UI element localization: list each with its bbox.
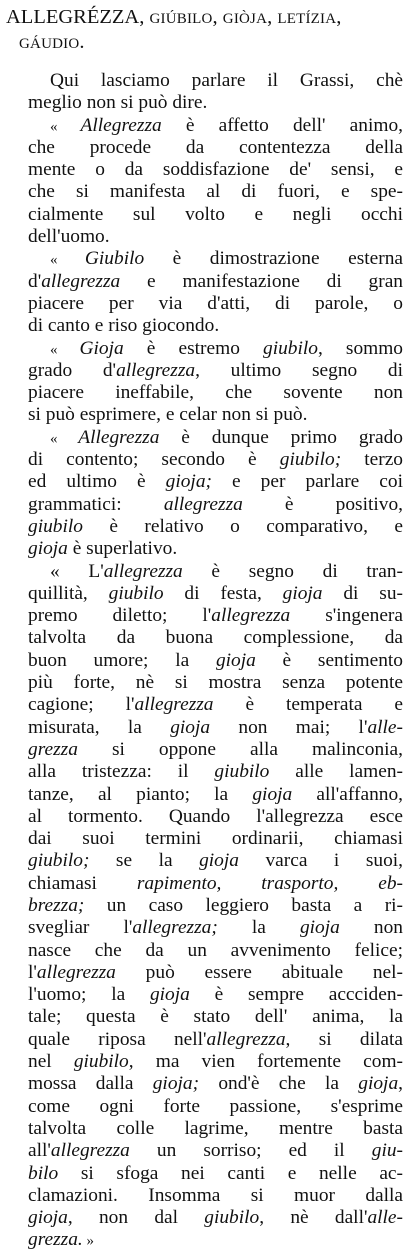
text-run: si oppone alla malinconia,: [77, 738, 403, 760]
text-run: ,: [336, 6, 342, 28]
text-run: grado d': [28, 359, 117, 381]
text-run: di contento; secondo è: [28, 449, 280, 471]
text-line: [28, 739, 403, 761]
text-line: [28, 1118, 403, 1140]
text-run: se la: [89, 850, 200, 872]
text-run: ALLEGRÉZZA,: [6, 6, 150, 28]
text-line: [28, 1029, 403, 1051]
text-run: « L': [50, 560, 104, 582]
text-line: [28, 271, 403, 293]
italic-term: allegrezza: [103, 560, 183, 582]
italic-term: allegrezza: [134, 694, 214, 716]
text-run: , ultimo segno di: [195, 359, 403, 381]
text-line: [28, 1163, 403, 1185]
italic-term: giu-: [371, 1140, 403, 1162]
italic-term: allegrezza: [206, 1028, 286, 1050]
text-run: premo diletto; l': [28, 605, 212, 627]
italic-term: gioja: [299, 917, 340, 939]
text-run: chiamasi: [28, 872, 137, 894]
text-run: all': [28, 1140, 51, 1162]
italic-term: brezza;: [28, 894, 85, 916]
text-line: [28, 360, 403, 382]
text-run: al tormento. Quando l'allegrezza esce: [28, 805, 403, 827]
entry-heading-line: [6, 31, 403, 56]
italic-term: giubilo: [108, 582, 164, 604]
text-run: si sfoga nei canti e nelle ac-: [58, 1162, 403, 1184]
entry-heading: [6, 6, 403, 56]
text-run: tanze, al pianto; la: [28, 783, 253, 805]
italic-term: gioja: [149, 984, 190, 1006]
italic-term: giubilo: [263, 337, 318, 359]
text-line: [28, 717, 403, 739]
paragraph: [28, 427, 403, 561]
text-line: [28, 1006, 403, 1028]
italic-term: giubilo: [214, 761, 270, 783]
italic-term: Giubilo: [84, 248, 145, 270]
text-line: [28, 850, 403, 872]
text-run: dell'uomo.: [28, 226, 110, 248]
text-line: [28, 226, 403, 248]
text-line: [28, 984, 403, 1006]
text-line: [28, 940, 403, 962]
text-line: [28, 694, 403, 716]
italic-term: Allegrezza: [80, 114, 162, 136]
text-line: [28, 1051, 403, 1073]
text-run: più forte, nè si mostra senza potente: [28, 672, 403, 694]
text-line: [28, 70, 403, 92]
italic-term: gioja: [282, 582, 323, 604]
text-run: ,: [212, 6, 223, 28]
italic-term: allegrezza;: [132, 917, 218, 939]
italic-term: allegrezza: [116, 359, 196, 381]
text-line: [28, 181, 403, 203]
text-line: [28, 538, 403, 560]
text-line: [28, 115, 403, 137]
text-run: .: [79, 31, 85, 53]
italic-term: giubilo: [28, 515, 83, 537]
text-run: piacere per via d'atti, di parole, o: [28, 292, 403, 314]
text-run: non: [339, 917, 403, 939]
text-run: d': [28, 270, 42, 292]
text-run: ond'è che la: [199, 1073, 359, 1095]
paragraph: [28, 70, 403, 115]
italic-term: giubilo: [73, 1051, 129, 1073]
text-run: è affetto dell' animo,: [161, 114, 403, 136]
italic-term: gioja: [252, 783, 293, 805]
text-run: alle lamen-: [269, 761, 403, 783]
italic-term: alle-: [367, 716, 403, 738]
text-line: [28, 627, 403, 649]
text-line: [28, 962, 403, 984]
italic-term: allegrezza: [41, 270, 121, 292]
text-run: è sempre accciden-: [189, 984, 403, 1006]
text-run: è segno di tran-: [182, 560, 404, 582]
text-run: meglio non si può dire.: [28, 92, 208, 114]
italic-term: gioja;: [165, 471, 212, 493]
text-run: nel: [28, 1051, 74, 1073]
text-line: [28, 471, 403, 493]
text-run: Qui lasciamo parlare il Grassi, chè: [50, 70, 403, 91]
text-line: [28, 1073, 403, 1095]
text-line: [28, 494, 403, 516]
text-run: che si manifesta al di fuori, e spe-: [28, 181, 403, 203]
text-line: [28, 137, 403, 159]
text-run: cialmente sul volto e negli occhi: [28, 203, 403, 225]
text-run: all'affanno,: [292, 783, 404, 805]
text-run: l': [28, 961, 37, 983]
entry-heading-line: [6, 6, 403, 31]
italic-term: Gioja: [79, 337, 124, 359]
small-caps-word: GIÒJA: [222, 11, 268, 27]
text-run: dai suoi termini ordinarii, chiamasi: [28, 828, 403, 850]
quote-mark: «: [50, 430, 79, 447]
italic-term: rapimento, trasporto, eb-: [136, 872, 403, 894]
italic-term: alle-: [367, 1207, 403, 1229]
text-line: [28, 650, 403, 672]
text-line: [28, 338, 403, 360]
text-run: s'ingenera: [290, 605, 403, 627]
italic-term: gioja: [199, 850, 239, 872]
italic-term: giubilo;: [28, 850, 90, 872]
text-run: grammatici:: [28, 493, 164, 515]
text-line: [28, 605, 403, 627]
text-line: [28, 806, 403, 828]
italic-term: Allegrezza: [78, 426, 160, 448]
italic-term: giubilo;: [279, 449, 342, 471]
italic-term: gioja: [215, 649, 256, 671]
text-run: è positivo,: [242, 493, 403, 515]
text-line: [28, 404, 403, 426]
text-run: ,: [398, 1073, 404, 1095]
text-run: cagione; l': [28, 694, 135, 716]
italic-term: bilo: [28, 1162, 59, 1184]
text-line: [28, 917, 403, 939]
text-run: può essere abituale nel-: [115, 961, 403, 983]
italic-term: giubilo: [204, 1207, 260, 1229]
text-run: l'uomo; la: [28, 984, 150, 1006]
text-run: , si dilata: [285, 1028, 403, 1050]
text-line: [28, 382, 403, 404]
text-run: la: [217, 917, 300, 939]
text-run: si può esprimere, e celar non si può.: [28, 404, 308, 426]
text-run: svegliar l': [28, 917, 133, 939]
text-run: , nè dall': [259, 1207, 368, 1229]
paragraph: [28, 248, 403, 337]
text-line: [28, 561, 403, 583]
text-line: [28, 672, 403, 694]
text-run: e manifestazione di gran: [120, 270, 403, 292]
quote-mark: «: [50, 252, 85, 269]
text-run: è superlativo.: [67, 538, 178, 560]
text-run: talvolta colle lagrime, mentre basta: [28, 1117, 403, 1139]
text-line: [28, 427, 403, 449]
text-line: [28, 516, 403, 538]
italic-term: allegrezza: [163, 493, 243, 515]
text-line: [28, 873, 403, 895]
text-line: [28, 293, 403, 315]
text-line: [28, 159, 403, 181]
text-run: mossa dalla: [28, 1073, 153, 1095]
text-run: quale riposa nell': [28, 1028, 207, 1050]
italic-term: gioja: [28, 538, 68, 560]
text-run: è temperata e: [213, 694, 403, 716]
text-run: come ogni forte passione, s'esprime: [28, 1095, 403, 1117]
text-line: [28, 583, 403, 605]
text-run: un caso leggiero basta a ri-: [84, 894, 403, 916]
italic-term: grezza: [28, 738, 78, 760]
text-line: [28, 204, 403, 226]
text-run: piacere ineffabile, che sovente non: [28, 382, 403, 404]
quote-mark: »: [82, 1233, 95, 1250]
italic-term: gioja: [28, 1207, 68, 1229]
text-run: ,: [267, 6, 278, 28]
text-run: quillità,: [28, 582, 109, 604]
text-line: [28, 92, 403, 114]
text-run: di su-: [322, 582, 403, 604]
small-caps-word: LETÍZIA: [277, 11, 337, 27]
italic-term: gioja: [170, 716, 211, 738]
text-line: [28, 1185, 403, 1207]
text-run: è estremo: [123, 337, 263, 359]
text-run: buon umore; la: [28, 649, 216, 671]
text-run: ed ultimo è: [28, 471, 166, 493]
paragraph: [28, 115, 403, 249]
text-run: è relativo o comparativo, e: [82, 515, 403, 537]
text-run: un sorriso; ed il: [129, 1140, 372, 1162]
text-line: [28, 784, 403, 806]
text-run: nasce che da un avvenimento felice;: [28, 939, 403, 961]
text-line: [28, 1207, 403, 1229]
text-run: , sommo: [317, 337, 404, 359]
text-run: è sentimento: [255, 649, 403, 671]
text-line: [28, 1140, 403, 1162]
text-line: [28, 1096, 403, 1118]
paragraph: [28, 561, 403, 1252]
italic-term: grezza.: [28, 1229, 83, 1251]
text-run: tale; questa è stato dell' anima, la: [28, 1006, 403, 1028]
text-line: [28, 315, 403, 337]
text-run: di festa,: [163, 582, 283, 604]
text-line: [28, 248, 403, 270]
text-line: [28, 1229, 403, 1251]
text-run: che procede da contentezza della: [28, 136, 403, 158]
text-run: non mai; l': [210, 716, 368, 738]
text-run: , ma vien fortemente com-: [128, 1051, 403, 1073]
text-run: varca i suoi,: [238, 850, 403, 872]
small-caps-word: GÁUDIO: [19, 36, 80, 52]
entry-body: [6, 70, 403, 1252]
text-run: di canto e riso giocondo.: [28, 315, 220, 337]
quote-mark: «: [50, 118, 81, 135]
quote-mark: «: [50, 341, 80, 358]
text-run: misurata, la: [28, 716, 171, 738]
text-run: alla tristezza: il: [28, 761, 215, 783]
italic-term: gioja: [358, 1073, 399, 1095]
paragraph: [28, 338, 403, 427]
text-line: [28, 895, 403, 917]
text-run: terzo: [341, 449, 403, 471]
text-run: clamazioni. Insomma si muor dalla: [28, 1184, 403, 1206]
italic-term: allegrezza: [211, 605, 291, 627]
small-caps-word: GIÚBILO: [149, 11, 213, 27]
text-run: talvolta da buona complessione, da: [28, 627, 403, 649]
italic-term: allegrezza: [36, 961, 116, 983]
text-run: mente o da soddisfazione de' sensi, e: [28, 159, 403, 181]
text-line: [28, 828, 403, 850]
text-run: è dunque primo grado: [159, 426, 403, 448]
text-run: , non dal: [67, 1207, 205, 1229]
text-run: è dimostrazione esterna: [144, 248, 404, 270]
text-line: [28, 761, 403, 783]
text-run: e per parlare coi: [211, 471, 403, 493]
italic-term: allegrezza: [50, 1140, 130, 1162]
italic-term: gioja;: [152, 1073, 200, 1095]
text-line: [28, 449, 403, 471]
